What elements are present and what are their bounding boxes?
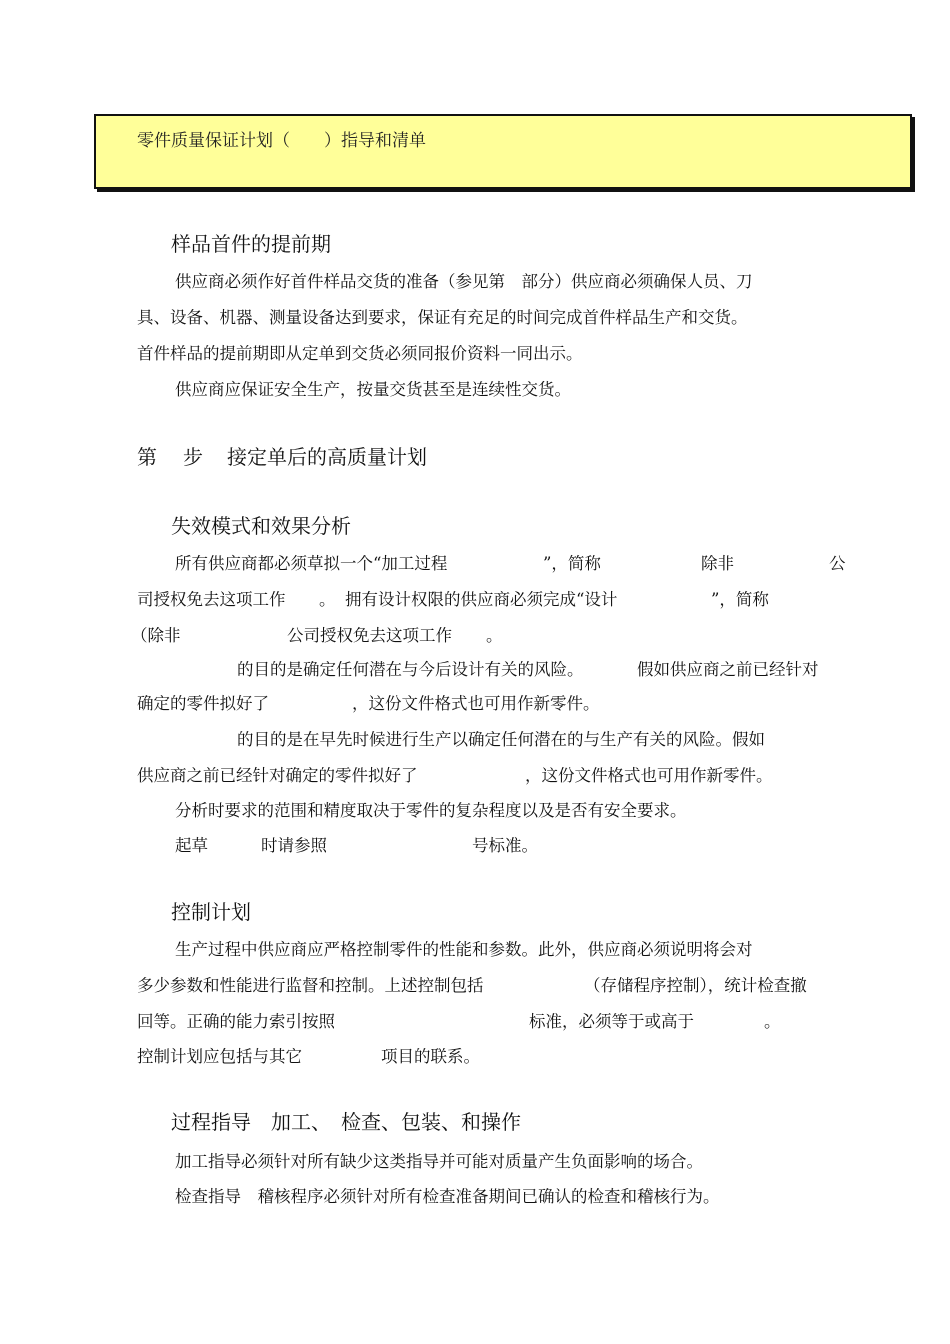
step-title: 接定单后的高质量计划 xyxy=(227,445,427,469)
section-heading-process-instructions: 过程指导 加工、 检查、包装、和操作 xyxy=(171,1110,521,1134)
text-fragment: ”，简称 xyxy=(711,590,769,609)
text-fragment: 除非 xyxy=(701,554,734,573)
text-fragment: （存储程序控制），统计检查撤 xyxy=(584,976,807,995)
paragraph-line: 首件样品的提前期即从定单到交货必须同报价资料一同出示。 xyxy=(137,344,583,363)
text-fragment: 公司授权免去这项工作 xyxy=(287,626,452,645)
text-fragment: 号标准。 xyxy=(472,836,538,855)
paragraph-line: 加工指导必须针对所有缺少这类指导并可能对质量产生负面影响的场合。 xyxy=(175,1152,703,1171)
text-fragment: 多少参数和性能进行监督和控制。上述控制包括 xyxy=(137,976,484,995)
step-label-suffix: 步 xyxy=(183,445,203,469)
step-label-prefix: 第 xyxy=(137,445,157,469)
text-fragment: 标准，必须等于或高于 xyxy=(529,1012,694,1031)
title-banner xyxy=(94,114,912,189)
text-fragment: 回等。正确的能力索引按照 xyxy=(137,1012,335,1031)
text-fragment: 起草 xyxy=(175,836,208,855)
section-heading-lead-time: 样品首件的提前期 xyxy=(171,232,331,256)
text-fragment: 所有供应商都必须草拟一个“加工过程 xyxy=(175,554,448,573)
text-fragment: 确定的零件拟好了 xyxy=(137,694,269,713)
text-fragment: ，这份文件格式也可用作新零件。 xyxy=(352,694,600,713)
text-fragment: 。 xyxy=(764,1012,781,1031)
text-fragment: 控制计划应包括与其它 xyxy=(137,1047,302,1066)
text-fragment: 时请参照 xyxy=(261,836,327,855)
text-fragment: 公 xyxy=(829,554,846,573)
text-fragment: ”，简称 xyxy=(543,554,601,573)
paragraph-line: 供应商应保证安全生产，按量交货甚至是连续性交货。 xyxy=(175,380,571,399)
paragraph-line: 供应商必须作好首件样品交货的准备（参见第 部分）供应商必须确保人员、刀 xyxy=(175,272,753,291)
text-fragment: 。 xyxy=(486,626,503,645)
text-fragment: 的目的是确定任何潜在与今后设计有关的风险。 xyxy=(237,660,584,679)
paragraph-line: 具、设备、机器、测量设备达到要求，保证有充足的时间完成首件样品生产和交货。 xyxy=(137,308,748,327)
text-fragment: 供应商之前已经针对确定的零件拟好了 xyxy=(137,766,418,785)
document-title: 零件质量保证计划（ ）指导和清单 xyxy=(137,131,426,151)
paragraph-line: 分析时要求的范围和精度取决于零件的复杂程度以及是否有安全要求。 xyxy=(175,801,687,820)
text-fragment: ，这份文件格式也可用作新零件。 xyxy=(525,766,773,785)
section-heading-fmea: 失效模式和效果分析 xyxy=(171,514,351,538)
paragraph-line: 的目的是在早先时候进行生产以确定任何潜在的与生产有关的风险。假如 xyxy=(237,730,765,749)
text-fragment: 。 xyxy=(319,590,336,609)
paragraph-line: 检查指导 稽核程序必须针对所有检查准备期间已确认的检查和稽核行为。 xyxy=(175,1187,720,1206)
text-fragment: （除非 xyxy=(131,626,181,645)
text-fragment: 项目的联系。 xyxy=(381,1047,480,1066)
paragraph-line: 生产过程中供应商应严格控制零件的性能和参数。此外，供应商必须说明将会对 xyxy=(175,940,753,959)
section-heading-control-plan: 控制计划 xyxy=(171,900,251,924)
text-fragment: 假如供应商之前已经针对 xyxy=(637,660,819,679)
text-fragment: 司授权免去这项工作 xyxy=(137,590,286,609)
text-fragment: 拥有设计权限的供应商必须完成“设计 xyxy=(345,590,618,609)
